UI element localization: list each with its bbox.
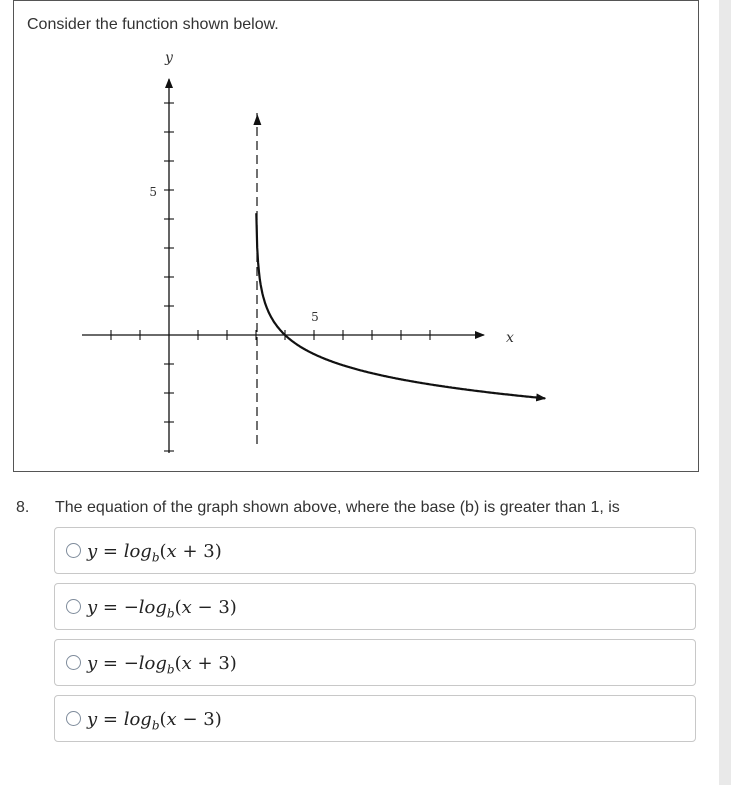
function-curve: [256, 213, 545, 398]
option-label: $y = \log_b(x + 3)$: [87, 541, 222, 565]
intro-text: Consider the function shown below.: [27, 16, 279, 33]
radio-button[interactable]: [66, 711, 81, 726]
answer-option-2[interactable]: [54, 583, 696, 630]
option-label: $y = \log_b(x - 3)$: [87, 709, 222, 733]
figure-panel: [13, 0, 699, 472]
function-graph: [14, 1, 698, 471]
option-label: $y = -\log_b(x + 3)$: [87, 653, 237, 677]
answer-option-1[interactable]: [54, 527, 696, 574]
answer-option-4[interactable]: [54, 695, 696, 742]
x-axis-label: x: [506, 330, 514, 346]
radio-button[interactable]: [66, 543, 81, 558]
scrollbar-track[interactable]: [719, 0, 731, 785]
question-text: The equation of the graph shown above, where the base (b) is greater than 1, is: [55, 499, 620, 516]
option-label: $y = -\log_b(x - 3)$: [87, 597, 237, 621]
answer-option-3[interactable]: [54, 639, 696, 686]
y-axis-label: y: [165, 50, 173, 66]
x-tick-label-5: 5: [311, 310, 319, 324]
radio-button[interactable]: [66, 655, 81, 670]
radio-button[interactable]: [66, 599, 81, 614]
question-number: 8.: [16, 499, 30, 516]
y-tick-label-5: 5: [149, 185, 157, 199]
curve-top-arrowhead: [253, 114, 261, 125]
